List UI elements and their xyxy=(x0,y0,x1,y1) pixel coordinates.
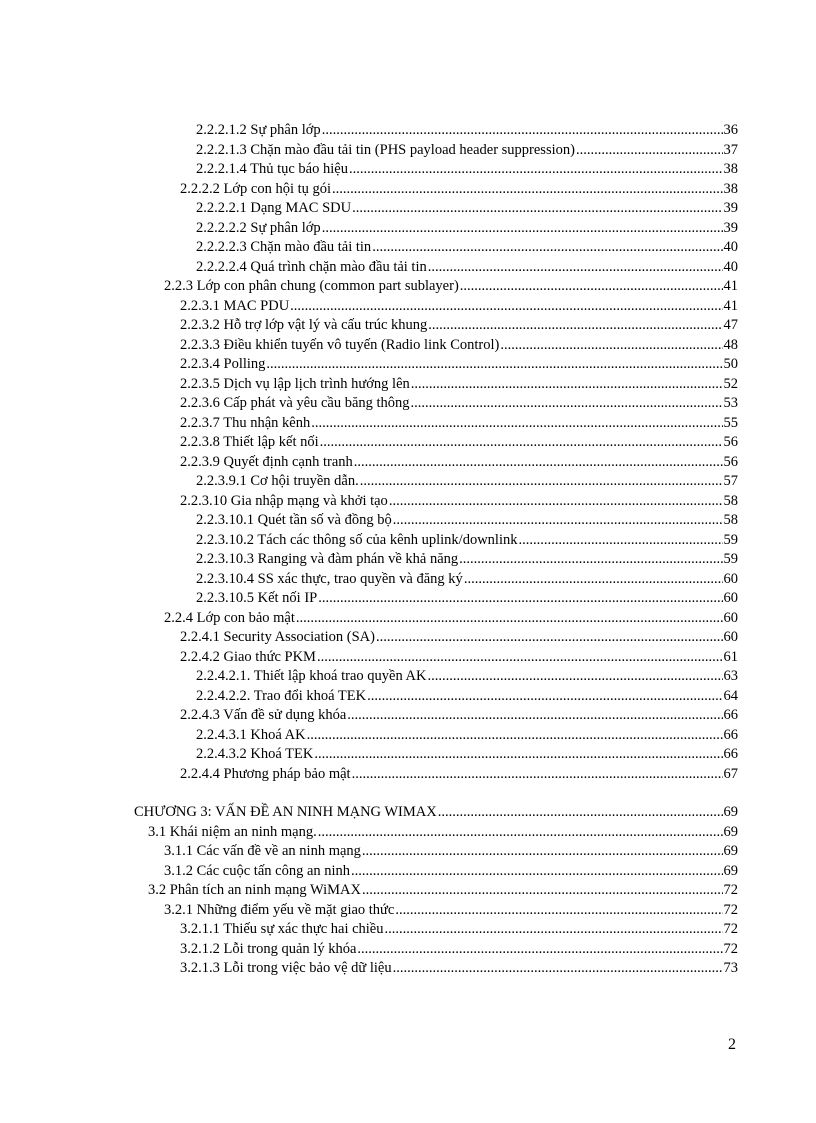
toc-entry-page: 58 xyxy=(723,512,738,528)
toc-entry-page: 60 xyxy=(723,609,738,626)
toc-entry-page: 72 xyxy=(723,882,738,898)
toc-entry[interactable] xyxy=(0,375,738,395)
toc-entry[interactable] xyxy=(0,550,738,570)
toc-entry-page: 59 xyxy=(723,531,738,548)
toc-entry-title: 2.2.4.2 Giao thức PKM xyxy=(180,648,316,665)
toc-entry[interactable] xyxy=(0,238,738,258)
toc-entry-title: 2.2.3.9.1 Cơ hội truyền dẫn. xyxy=(196,473,359,489)
toc-entry[interactable] xyxy=(0,959,738,979)
toc-leader-dots xyxy=(318,589,722,609)
toc-entry-page: 53 xyxy=(723,395,738,411)
toc-entry[interactable] xyxy=(0,121,738,141)
toc-leader-dots xyxy=(576,141,723,161)
toc-entry-page: 59 xyxy=(723,551,738,567)
toc-entry-title: 2.2.3.6 Cấp phát và yêu cầu băng thông xyxy=(180,395,410,411)
toc-entry-title: 2.2.2.1.4 Thủ tục báo hiệu xyxy=(196,161,348,177)
toc-leader-dots xyxy=(322,121,723,141)
toc-entry-title: 2.2.4.1 Security Association (SA) xyxy=(180,629,375,645)
toc-leader-dots xyxy=(318,823,723,843)
toc-entry-title: 2.2.3.10.1 Quét tần số và đồng bộ xyxy=(196,512,392,528)
toc-entry[interactable] xyxy=(0,706,738,726)
toc-leader-dots xyxy=(352,765,723,785)
toc-leader-dots xyxy=(349,160,723,180)
toc-entry-title: 2.2.2.1.3 Chặn mào đầu tải tin (PHS payload header suppression) xyxy=(196,141,575,158)
toc-entry-title: 2.2.4.4 Phương pháp bảo mật xyxy=(180,765,351,782)
toc-entry-title: 2.2.3.5 Dịch vụ lập lịch trình hướng lên xyxy=(180,375,410,392)
toc-entry-page: 63 xyxy=(723,668,738,684)
toc-entry-title: 2.2.3.10 Gia nhập mạng và khởi tạo xyxy=(180,492,388,509)
toc-leader-dots xyxy=(385,920,723,940)
toc-entry[interactable] xyxy=(0,589,738,609)
toc-leader-dots xyxy=(389,492,723,512)
toc-leader-dots xyxy=(372,238,722,258)
toc-entry-page: 69 xyxy=(723,862,738,879)
toc-entry-title: 2.2.3.3 Điều khiển tuyến vô tuyến (Radio link Control) xyxy=(180,336,500,353)
toc-entry[interactable] xyxy=(0,414,738,434)
toc-entry-title: 3.2 Phân tích an ninh mạng WiMAX xyxy=(148,882,362,898)
toc-entry-page: 60 xyxy=(723,590,738,606)
table-of-contents xyxy=(0,121,816,979)
toc-entry-title: 2.2.2.2.3 Chặn mào đầu tải tin xyxy=(196,239,372,255)
toc-entry[interactable] xyxy=(0,881,738,901)
toc-entry-title: 3.2.1.2 Lỗi trong quản lý khóa xyxy=(180,940,357,957)
toc-leader-dots xyxy=(347,706,722,726)
toc-entry-title: 2.2.2.2.4 Quá trình chặn mào đầu tải tin xyxy=(196,258,427,275)
toc-entry-page: 67 xyxy=(723,765,738,782)
toc-entry-page: 50 xyxy=(723,356,738,372)
toc-leader-dots xyxy=(395,901,722,921)
toc-leader-dots xyxy=(464,570,723,590)
toc-leader-dots xyxy=(311,414,722,434)
toc-entry[interactable] xyxy=(0,277,738,297)
toc-entry[interactable] xyxy=(0,199,738,219)
toc-entry-page: 41 xyxy=(723,278,738,294)
toc-entry-title: 2.2.2.2.1 Dạng MAC SDU xyxy=(196,200,352,216)
toc-entry[interactable] xyxy=(0,492,738,512)
toc-leader-dots xyxy=(460,277,723,297)
toc-entry-title: 2.2.4.2.1. Thiết lập khoá trao quyền AK xyxy=(196,668,427,684)
toc-leader-dots xyxy=(317,648,723,668)
toc-entry-page: 40 xyxy=(723,258,738,275)
toc-entry-page: 40 xyxy=(723,239,738,255)
toc-entry-page: 37 xyxy=(723,141,738,158)
toc-entry-page: 56 xyxy=(723,434,738,450)
toc-entry-page: 36 xyxy=(723,122,738,138)
toc-entry-title: 3.2.1.1 Thiếu sự xác thực hai chiều xyxy=(180,921,384,937)
toc-entry-page: 72 xyxy=(723,901,738,918)
toc-leader-dots xyxy=(352,199,722,219)
toc-entry-title: 2.2.4.3 Vấn đề sử dụng khóa xyxy=(180,707,347,723)
toc-entry-title: 2.2.3.8 Thiết lập kết nối xyxy=(180,434,319,450)
toc-leader-dots xyxy=(290,297,722,317)
toc-entry-title: 2.2.2.1.2 Sự phân lớp xyxy=(196,122,321,138)
toc-leader-dots xyxy=(332,180,722,200)
toc-entry-page: 48 xyxy=(723,336,738,353)
toc-entry-page: 66 xyxy=(723,707,738,723)
toc-entry-title: 3.2.1 Những điểm yếu về mặt giao thức xyxy=(164,901,395,918)
toc-entry-page: 38 xyxy=(723,180,738,197)
toc-entry[interactable] xyxy=(0,258,738,278)
toc-leader-dots xyxy=(296,609,723,629)
toc-leader-dots xyxy=(428,316,722,336)
toc-entry-title: 2.2.4.3.2 Khoá TEK xyxy=(196,746,314,762)
toc-leader-dots xyxy=(354,453,723,473)
toc-entry-title: 3.2.1.3 Lỗi trong việc bảo vệ dữ liệu xyxy=(180,960,392,976)
toc-leader-dots xyxy=(393,959,723,979)
toc-leader-dots xyxy=(393,511,723,531)
toc-entry[interactable] xyxy=(0,180,738,200)
toc-entry[interactable] xyxy=(0,297,738,317)
toc-entry[interactable] xyxy=(0,511,738,531)
toc-entry-page: 66 xyxy=(723,746,738,762)
toc-entry-page: 73 xyxy=(723,960,738,976)
toc-entry-page: 52 xyxy=(723,375,738,392)
toc-entry[interactable] xyxy=(0,823,738,843)
toc-entry-page: 58 xyxy=(723,492,738,509)
toc-entry-title: 2.2.3.10.5 Kết nối IP xyxy=(196,590,318,606)
toc-entry[interactable] xyxy=(0,355,738,375)
toc-leader-dots xyxy=(266,355,722,375)
toc-leader-dots xyxy=(411,394,723,414)
toc-entry-page: 57 xyxy=(723,473,738,489)
toc-entry-page: 60 xyxy=(723,629,738,645)
toc-entry[interactable] xyxy=(0,394,738,414)
toc-gap xyxy=(0,784,816,803)
toc-entry-title: 2.2.4 Lớp con bảo mật xyxy=(164,609,295,626)
toc-entry[interactable] xyxy=(0,842,738,862)
toc-entry-title: 3.1 Khái niệm an ninh mạng. xyxy=(148,823,317,840)
toc-entry[interactable] xyxy=(0,570,738,590)
toc-entry[interactable] xyxy=(0,609,738,629)
toc-entry-title: 2.2.3.10.3 Ranging và đàm phán về khả năng xyxy=(196,551,459,567)
toc-entry-title: 2.2.3.1 MAC PDU xyxy=(180,297,290,314)
toc-entry-title: 3.1.1 Các vấn đề về an ninh mạng xyxy=(164,843,361,859)
toc-leader-dots xyxy=(519,531,723,551)
toc-leader-dots xyxy=(351,862,722,882)
toc-entry-title: CHƯƠNG 3: VẤN ĐỀ AN NINH MẠNG WIMAX xyxy=(134,804,437,820)
toc-entry-title: 2.2.3.9 Quyết định cạnh tranh xyxy=(180,453,353,470)
toc-entry-page: 69 xyxy=(723,843,738,859)
toc-leader-dots xyxy=(322,219,723,239)
toc-entry[interactable] xyxy=(0,219,738,239)
toc-entry[interactable] xyxy=(0,803,738,823)
toc-entry[interactable] xyxy=(0,687,738,707)
toc-entry[interactable] xyxy=(0,160,738,180)
toc-leader-dots xyxy=(500,336,722,356)
toc-entry-page: 38 xyxy=(723,161,738,177)
toc-entry[interactable] xyxy=(0,940,738,960)
toc-entry-title: 2.2.3 Lớp con phân chung (common part sublayer) xyxy=(164,278,459,294)
page-number: 2 xyxy=(728,1036,736,1053)
toc-entry[interactable] xyxy=(0,726,738,746)
toc-entry-title: 2.2.4.2.2. Trao đổi khoá TEK xyxy=(196,687,367,704)
toc-entry-title: 2.2.3.4 Polling xyxy=(180,356,266,372)
toc-leader-dots xyxy=(376,628,723,648)
toc-entry-page: 47 xyxy=(723,317,738,333)
toc-entry[interactable] xyxy=(0,745,738,765)
toc-leader-dots xyxy=(307,726,723,746)
toc-entry[interactable] xyxy=(0,316,738,336)
toc-entry-page: 66 xyxy=(723,726,738,743)
toc-section-chapter-2 xyxy=(0,121,816,784)
toc-entry[interactable] xyxy=(0,862,738,882)
toc-entry-page: 41 xyxy=(723,297,738,314)
toc-leader-dots xyxy=(438,803,723,823)
toc-entry-page: 72 xyxy=(723,940,738,957)
toc-entry[interactable] xyxy=(0,648,738,668)
toc-entry-page: 60 xyxy=(723,570,738,587)
toc-entry[interactable] xyxy=(0,765,738,785)
toc-leader-dots xyxy=(459,550,722,570)
toc-entry-title: 2.2.2.2 Lớp con hội tụ gói xyxy=(180,180,332,197)
toc-entry[interactable] xyxy=(0,920,738,940)
toc-leader-dots xyxy=(362,842,723,862)
toc-entry[interactable] xyxy=(0,141,738,161)
toc-entry-page: 72 xyxy=(723,921,738,937)
toc-entry-title: 2.2.4.3.1 Khoá AK xyxy=(196,726,306,743)
toc-leader-dots xyxy=(314,745,722,765)
toc-entry[interactable] xyxy=(0,472,738,492)
toc-leader-dots xyxy=(428,667,723,687)
toc-entry[interactable] xyxy=(0,336,738,356)
toc-entry-title: 2.2.3.7 Thu nhận kênh xyxy=(180,414,311,431)
toc-entry-page: 39 xyxy=(723,219,738,236)
toc-leader-dots xyxy=(362,881,722,901)
toc-entry-page: 64 xyxy=(723,687,738,704)
toc-leader-dots xyxy=(357,940,722,960)
toc-leader-dots xyxy=(320,433,723,453)
toc-entry-title: 2.2.3.10.4 SS xác thực, trao quyền và đăng ký xyxy=(196,570,463,587)
toc-entry[interactable] xyxy=(0,433,738,453)
toc-entry[interactable] xyxy=(0,531,738,551)
toc-entry-page: 56 xyxy=(723,453,738,470)
toc-leader-dots xyxy=(428,258,723,278)
toc-entry-title: 2.2.2.2.2 Sự phân lớp xyxy=(196,219,321,236)
toc-entry-title: 2.2.3.2 Hỗ trợ lớp vật lý và cấu trúc khung xyxy=(180,317,428,333)
toc-entry-page: 39 xyxy=(723,200,738,216)
toc-leader-dots xyxy=(411,375,723,395)
toc-entry-title: 2.2.3.10.2 Tách các thông số của kênh uplink/downlink xyxy=(196,531,518,548)
toc-entry-page: 69 xyxy=(723,804,738,820)
toc-entry[interactable] xyxy=(0,628,738,648)
toc-leader-dots xyxy=(367,687,722,707)
toc-entry[interactable] xyxy=(0,901,738,921)
toc-entry-title: 3.1.2 Các cuộc tấn công an ninh xyxy=(164,862,351,879)
toc-entry-page: 55 xyxy=(723,414,738,431)
toc-entry[interactable] xyxy=(0,667,738,687)
toc-entry[interactable] xyxy=(0,453,738,473)
toc-entry-page: 69 xyxy=(723,823,738,840)
toc-entry-page: 61 xyxy=(723,648,738,665)
toc-leader-dots xyxy=(360,472,723,492)
toc-section-chapter-3 xyxy=(0,803,816,979)
